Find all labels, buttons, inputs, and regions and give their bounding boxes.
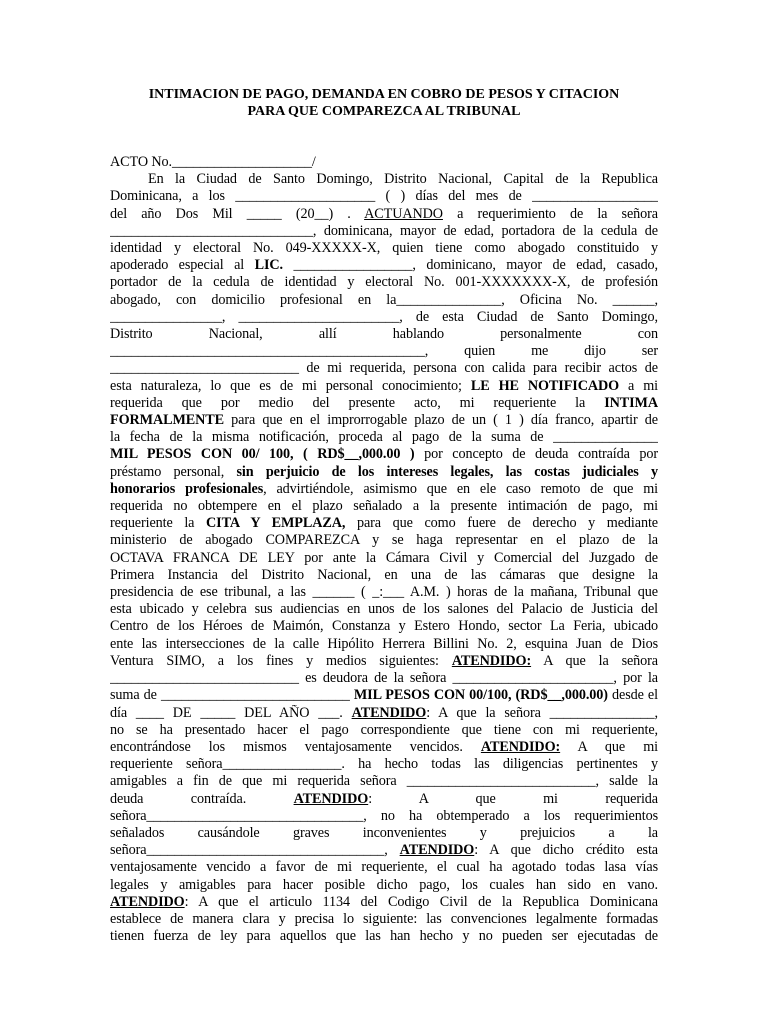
- body-text: tienen fuerza de ley para aquellos que las han hecho y no pueden ser ejecutadas de: [110, 928, 658, 945]
- body-line: [110, 412, 658, 429]
- body-text: portador de la cedula de identidad y electoral No. 001-XXXXXXX-X, de profesión: [110, 274, 658, 291]
- body-line: [110, 911, 658, 928]
- body-line: [110, 636, 658, 653]
- emphasized-text: ATENDIDO: [351, 704, 427, 721]
- emphasized-text: LIC.: [254, 257, 284, 274]
- emphasized-text: MIL PESOS CON 00/100, (RD$__,000.00): [353, 687, 608, 704]
- body-line: [110, 756, 658, 773]
- body-text: Primera Instancia del Distrito Nacional, en una de las cámaras que designe la: [110, 566, 658, 583]
- emphasized-text: sin perjuicio de los intereses legales, las costas judiciales y: [236, 463, 658, 480]
- body-line: [110, 378, 658, 395]
- body-text: legales y amigables para hacer posible dicho pago, los cuales han sido en vano.: [110, 876, 658, 893]
- body-text: ente las intersecciones de la calle Hipólito Herrera Billini No. 2, esquina Juan de Dios: [110, 635, 658, 652]
- body-line: [110, 842, 658, 859]
- body-line: [110, 653, 658, 670]
- body-line: [110, 773, 658, 790]
- body-line: [110, 274, 658, 291]
- emphasized-text: FORMALMENTE: [110, 412, 224, 429]
- emphasized-text: ATENDIDO: [110, 893, 185, 910]
- body-line: [110, 687, 658, 704]
- body-line: [110, 859, 658, 876]
- body-text: Centro de los Héroes de Maimón, Constanza y Estero Hondo, sector La Feria, ubicado: [110, 618, 658, 635]
- body-text: ministerio de abogado COMPAREZCA y se haga representar en el plazo de la: [110, 532, 658, 549]
- body-text: esta ubicado y celebra sus audiencias en unos de los salones del Palacio de Justicia del: [110, 601, 658, 618]
- body-line: [110, 429, 658, 446]
- body-text: En la Ciudad de Santo Domingo, Distrito Nacional, Capital de la Republica: [148, 171, 658, 188]
- body-text: para que como fuere de derecho y mediante: [345, 515, 658, 532]
- title-line-1: INTIMACION DE PAGO, DEMANDA EN COBRO DE PESOS Y CITACION: [148, 87, 620, 102]
- body-text: A que la señora: [531, 652, 658, 669]
- body-text: OCTAVA FRANCA DE LEY por ante la Cámara Civil y Comercial del Juzgado de: [110, 549, 658, 566]
- body-line: [110, 618, 658, 635]
- body-text: apoderado especial al: [110, 257, 255, 274]
- body-line: [110, 825, 658, 842]
- body-text: día ____ DE _____ DEL AÑO ___.: [110, 704, 352, 721]
- body-text: ___________________________ es deudora de la señora _______________________, por la: [110, 670, 658, 687]
- emphasized-text: INTIMA: [604, 394, 658, 411]
- body-text: presidencia de ese tribunal, a las ______ ( _:___ A.M. ) horas de la mañana, Tribunal que: [110, 584, 658, 601]
- body-line: [110, 791, 658, 808]
- body-line: [110, 601, 658, 618]
- body-text: , advirtiéndole, asimismo que en ele caso remoto de que mi: [263, 480, 658, 497]
- body-line: [110, 532, 658, 549]
- body-line: [110, 292, 658, 309]
- body-text: _____________________________, dominicana, mayor de edad, portadora de la cedula de: [110, 222, 658, 239]
- body-text: deuda contraída.: [110, 790, 294, 807]
- body-text: : A que la señora _______________,: [426, 704, 658, 721]
- body-line: [110, 343, 658, 360]
- body-line: [110, 188, 658, 205]
- emphasized-text: ATENDIDO: [293, 790, 369, 807]
- body-line: [110, 360, 658, 377]
- body-text: _________________, dominicano, mayor de edad, casado,: [283, 257, 658, 274]
- body-line: [110, 894, 658, 911]
- body-text: del año Dos Mil _____ (20__) .: [110, 205, 365, 222]
- body-text: ________________, _______________________, de esta Ciudad de Santo Domingo,: [110, 308, 658, 325]
- body-text: _____________________________________________, quien me dijo ser: [110, 343, 658, 360]
- body-line: [110, 464, 658, 481]
- body-line: [110, 808, 658, 825]
- body-text: encontrándose los mismos ventajosamente vencidos.: [110, 738, 481, 755]
- body-line: [110, 567, 658, 584]
- body-line: [110, 877, 658, 894]
- body-text: señora_______________________________, no ha obtemperado a los requerimientos: [110, 807, 658, 824]
- document-body: [110, 154, 658, 945]
- body-text: establece de manera clara y precisa lo siguiente: las convenciones legalmente formadas: [110, 910, 658, 927]
- body-line: [110, 395, 658, 412]
- body-text: a mi: [619, 377, 658, 394]
- body-text: la fecha de la misma notificación, proceda al pago de la suma de _______________: [110, 429, 658, 446]
- body-text: señora__________________________________,: [110, 842, 400, 859]
- body-line: [110, 550, 658, 567]
- body-text: para que en el improrrogable plazo de un ( 1 ) día franco, apartir de: [223, 412, 658, 429]
- body-line: [110, 498, 658, 515]
- body-line: [110, 722, 658, 739]
- body-line: [110, 446, 658, 463]
- body-text: A que mi: [560, 738, 658, 755]
- body-text: requeriente señora_________________. ha hecho todas las diligencias pertinentes y: [110, 756, 658, 773]
- body-line: [110, 670, 658, 687]
- body-text: requeriente la: [110, 515, 207, 532]
- emphasized-text: ACTUANDO: [364, 205, 443, 222]
- body-line: [110, 739, 658, 756]
- body-line: [110, 171, 658, 188]
- body-text: ___________________________ de mi requerida, persona con calida para recibir actos de: [110, 360, 658, 377]
- body-text: abogado, con domicilio profesional en la_______________, Oficina No. ______,: [110, 291, 658, 308]
- body-text: Ventura SIMO, a los fines y medios siguientes:: [110, 652, 452, 669]
- body-line: [110, 206, 658, 223]
- emphasized-text: ATENDIDO:: [480, 738, 561, 755]
- body-line: [110, 257, 658, 274]
- emphasized-text: LE HE NOTIFICADO: [470, 377, 620, 394]
- body-text: Dominicana, a los ____________________ ( ) días del mes de __________________: [110, 188, 658, 205]
- body-text: desde el: [607, 687, 658, 704]
- body-line: [110, 705, 658, 722]
- body-text: a requerimiento de la señora: [442, 205, 658, 222]
- body-text: : A que mi requerida: [368, 790, 658, 807]
- body-text: señalados causándole graves inconvenientes y prejuicios a la: [110, 824, 658, 841]
- emphasized-text: ATENDIDO: [399, 842, 475, 859]
- emphasized-text: ATENDIDO:: [451, 652, 532, 669]
- body-line: [110, 240, 658, 257]
- body-line: [110, 309, 658, 326]
- body-line: [110, 481, 658, 498]
- emphasized-text: honorarios profesionales: [110, 480, 264, 497]
- body-text: identidad y electoral No. 049-XXXXX-X, quien tiene como abogado constituido y: [110, 240, 658, 257]
- emphasized-text: MIL PESOS CON 00/ 100, ( RD$__,000.00 ): [110, 446, 415, 463]
- body-line: [110, 326, 658, 343]
- body-text: por concepto de deuda contraída por: [414, 446, 658, 463]
- document-title: [100, 86, 668, 120]
- body-text: no se ha presentado hacer el pago correspondiente que tiene con mi requeriente,: [110, 721, 658, 738]
- acto-number-line: ACTO No.____________________/: [110, 154, 316, 170]
- body-line: [110, 223, 658, 240]
- body-text: ventajosamente vencido a favor de mi requeriente, el cual ha agotado todas lasa vías: [110, 859, 658, 876]
- body-text: : A que el articulo 1134 del Codigo Civil de la Republica Dominicana: [184, 893, 658, 910]
- body-text: : A que dicho crédito esta: [474, 842, 658, 859]
- body-text: requerida no obtempere en el plazo señalado a la presente intimación de pago, mi: [110, 498, 658, 515]
- body-text: esta naturaleza, lo que es de mi personal conocimiento;: [110, 377, 471, 394]
- body-text: suma de ___________________________: [110, 687, 354, 704]
- title-line-2: PARA QUE COMPAREZCA AL TRIBUNAL: [247, 104, 521, 119]
- body-line: [110, 584, 658, 601]
- body-line: [110, 928, 658, 945]
- body-text: préstamo personal,: [110, 463, 237, 480]
- body-text: Distrito Nacional, allí hablando personalmente con: [110, 326, 658, 343]
- body-text: amigables a fin de que mi requerida señora ___________________________, salde la: [110, 773, 658, 790]
- body-text: requerida que por medio del presente acto, mi requeriente la: [110, 394, 605, 411]
- body-line: [110, 515, 658, 532]
- emphasized-text: CITA Y EMPLAZA,: [206, 515, 346, 532]
